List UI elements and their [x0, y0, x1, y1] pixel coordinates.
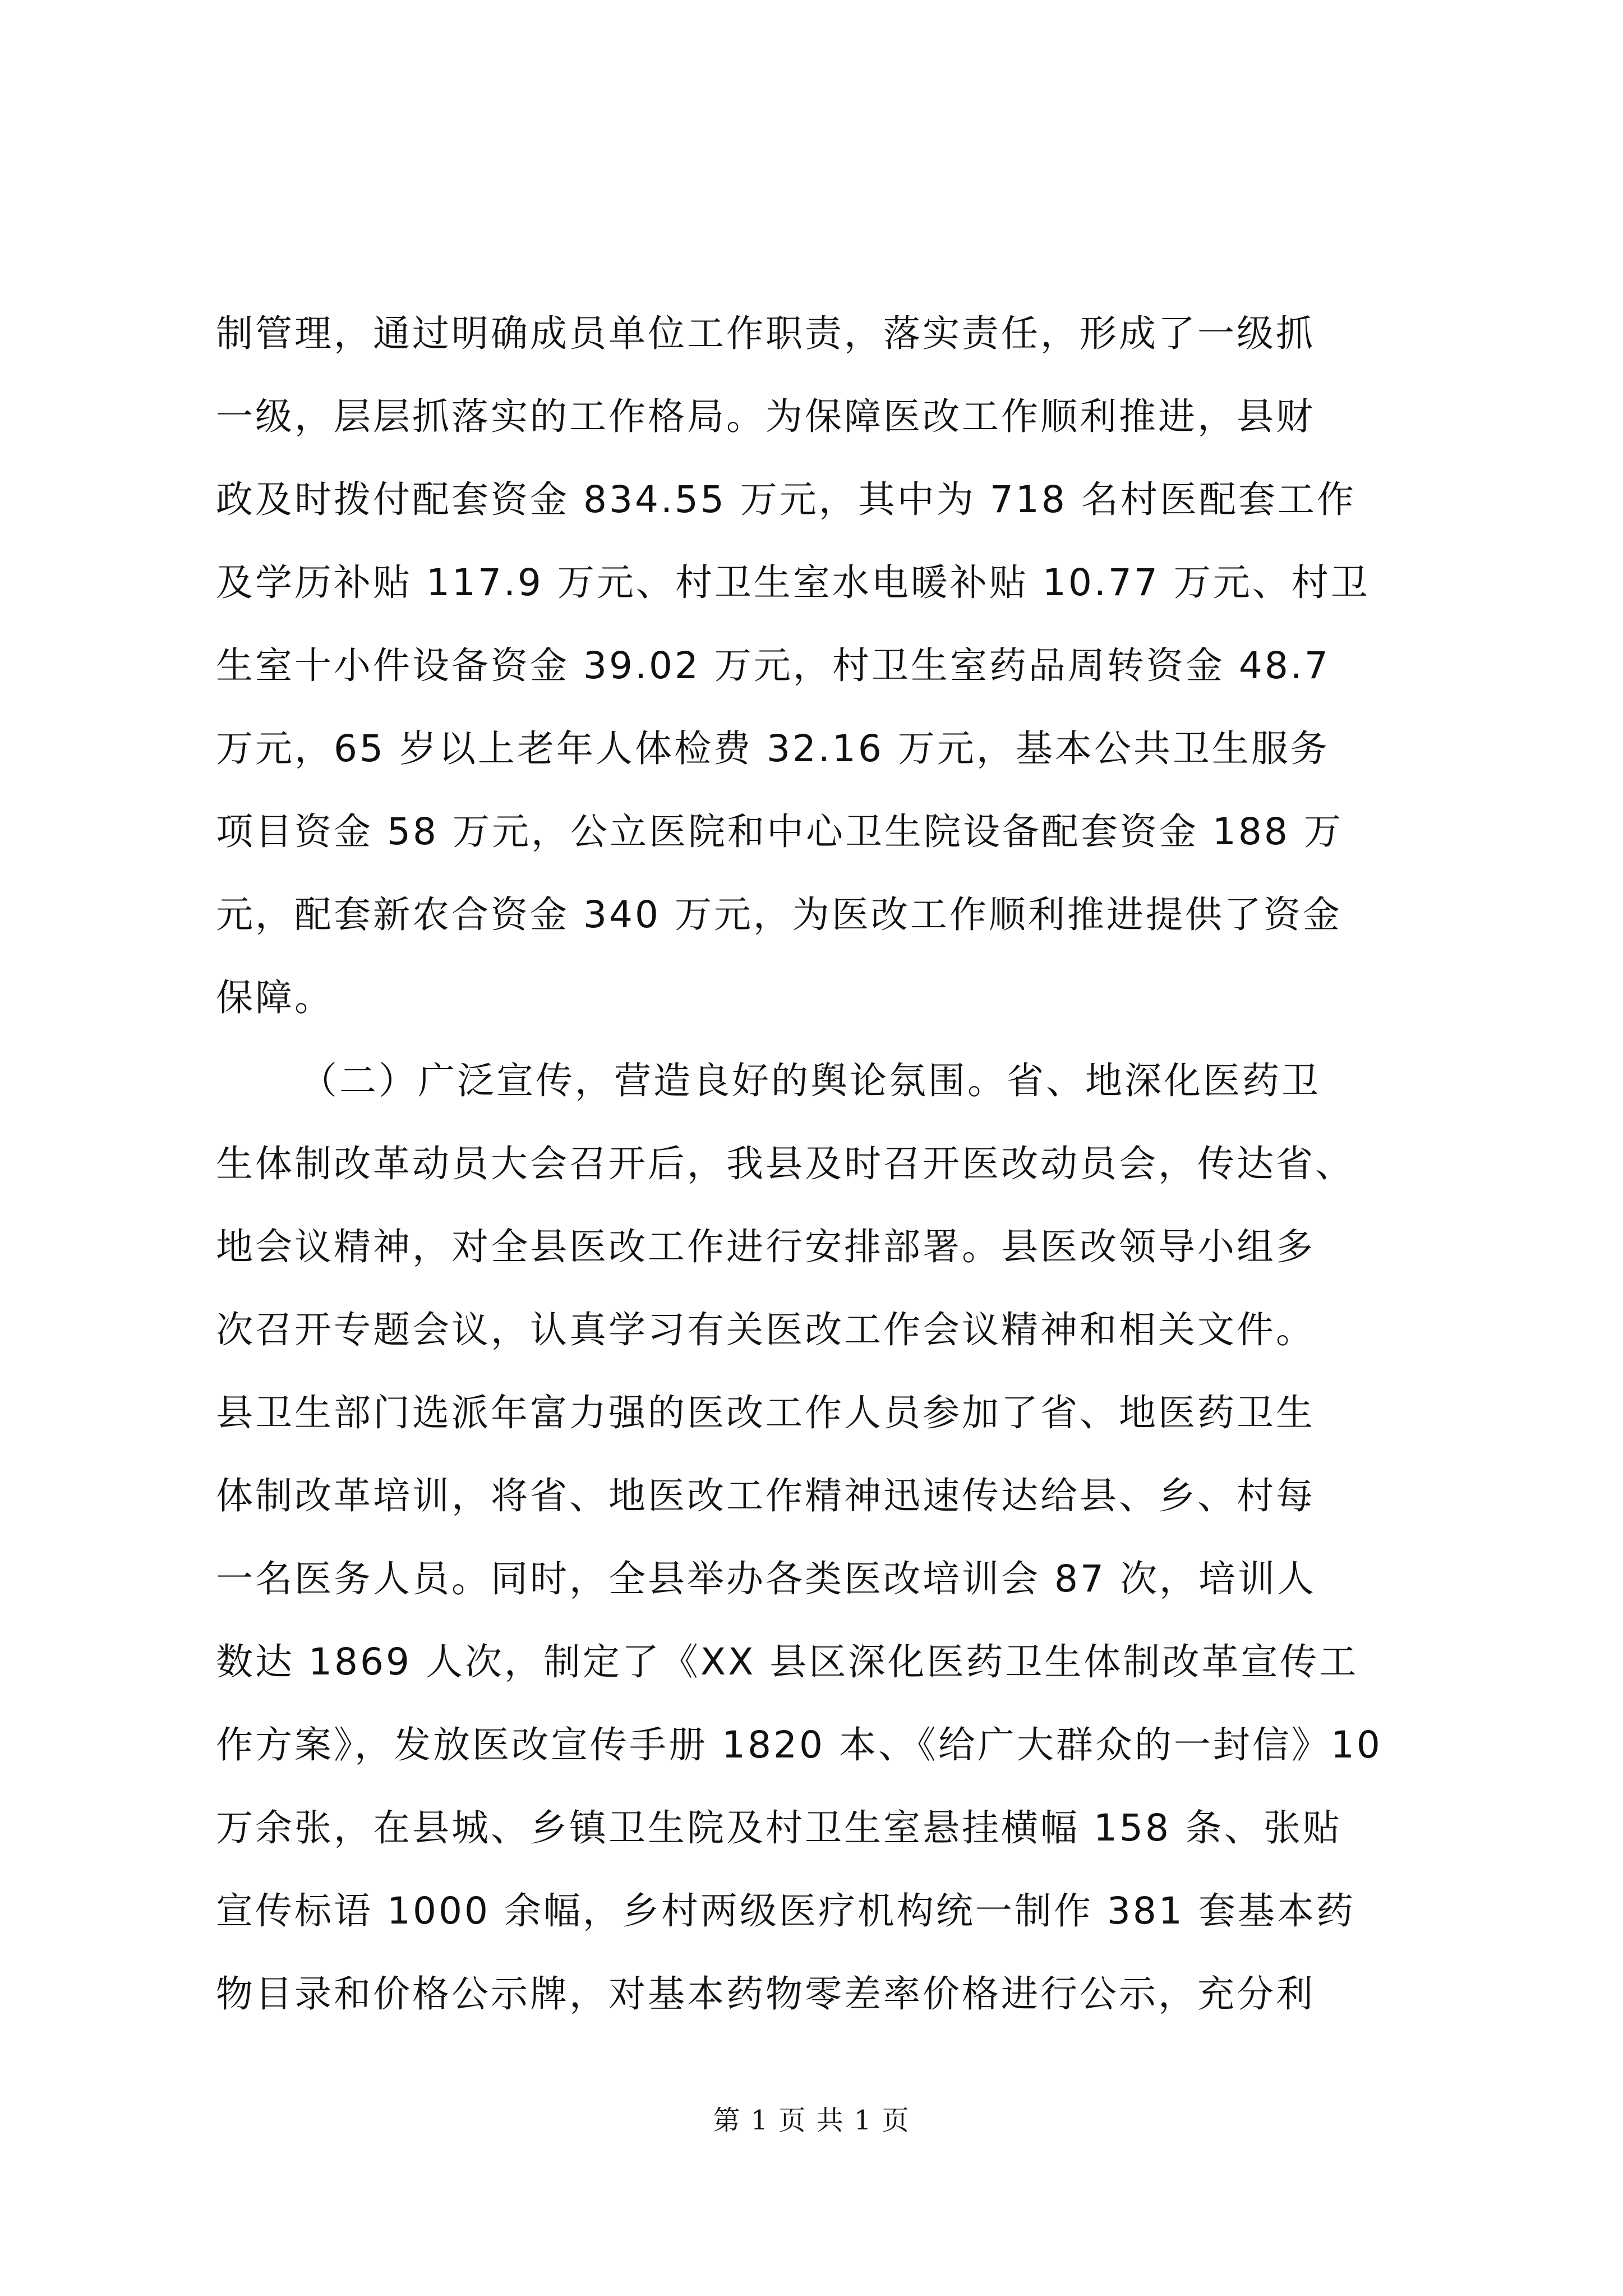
body-text-line: 一名医务人员。同时，全县举办各类医改培训会 87 次，培训人	[216, 1557, 1316, 1600]
body-text-line: 宣传标语 1000 余幅，乡村两级医疗机构统一制作 381 套基本药	[216, 1889, 1355, 1932]
body-text-line: 保障。	[216, 976, 334, 1019]
body-text-line: 万元，65 岁以上老年人体检费 32.16 万元，基本公共卫生服务	[216, 727, 1330, 770]
page-number-footer: 第 1 页 共 1 页	[713, 2105, 910, 2136]
body-text-line: 项目资金 58 万元，公立医院和中心卫生院设备配套资金 188 万	[216, 810, 1343, 853]
body-text-line: 物目录和价格公示牌，对基本药物零差率价格进行公示，充分利	[216, 1972, 1315, 2016]
body-text-line: 生体制改革动员大会召开后，我县及时召开医改动员会，传达省、	[216, 1142, 1354, 1185]
body-text-line: 及学历补贴 117.9 万元、村卫生室水电暖补贴 10.77 万元、村卫	[216, 561, 1370, 604]
body-text-line: 一级，层层抓落实的工作格局。为保障医改工作顺利推进，县财	[216, 395, 1315, 438]
section-heading-line: （二）广泛宣传，营造良好的舆论氛围。省、地深化医药卫	[300, 1059, 1321, 1102]
body-text-line: 次召开专题会议，认真学习有关医改工作会议精神和相关文件。	[216, 1308, 1315, 1351]
body-text-line: 元，配套新农合资金 340 万元，为医改工作顺利推进提供了资金	[216, 893, 1342, 936]
body-text-line: 作方案》，发放医改宣传手册 1820 本、《给广大群众的一封信》10	[216, 1723, 1382, 1766]
body-text-line: 万余张，在县城、乡镇卫生院及村卫生室悬挂横幅 158 条、张贴	[216, 1806, 1342, 1849]
body-text-line: 数达 1869 人次，制定了《XX 县区深化医药卫生体制改革宣传工	[216, 1640, 1359, 1683]
body-text-line: 体制改革培训，将省、地医改工作精神迅速传达给县、乡、村每	[216, 1474, 1315, 1517]
body-text-line: 县卫生部门选派年富力强的医改工作人员参加了省、地医药卫生	[216, 1391, 1315, 1434]
body-text-line: 生室十小件设备资金 39.02 万元，村卫生室药品周转资金 48.7	[216, 644, 1330, 687]
body-text-line: 地会议精神，对全县医改工作进行安排部署。县医改领导小组多	[216, 1225, 1315, 1268]
body-text-line: 制管理，通过明确成员单位工作职责，落实责任，形成了一级抓	[216, 312, 1315, 355]
body-text-line: 政及时拨付配套资金 834.55 万元，其中为 718 名村医配套工作	[216, 478, 1356, 521]
